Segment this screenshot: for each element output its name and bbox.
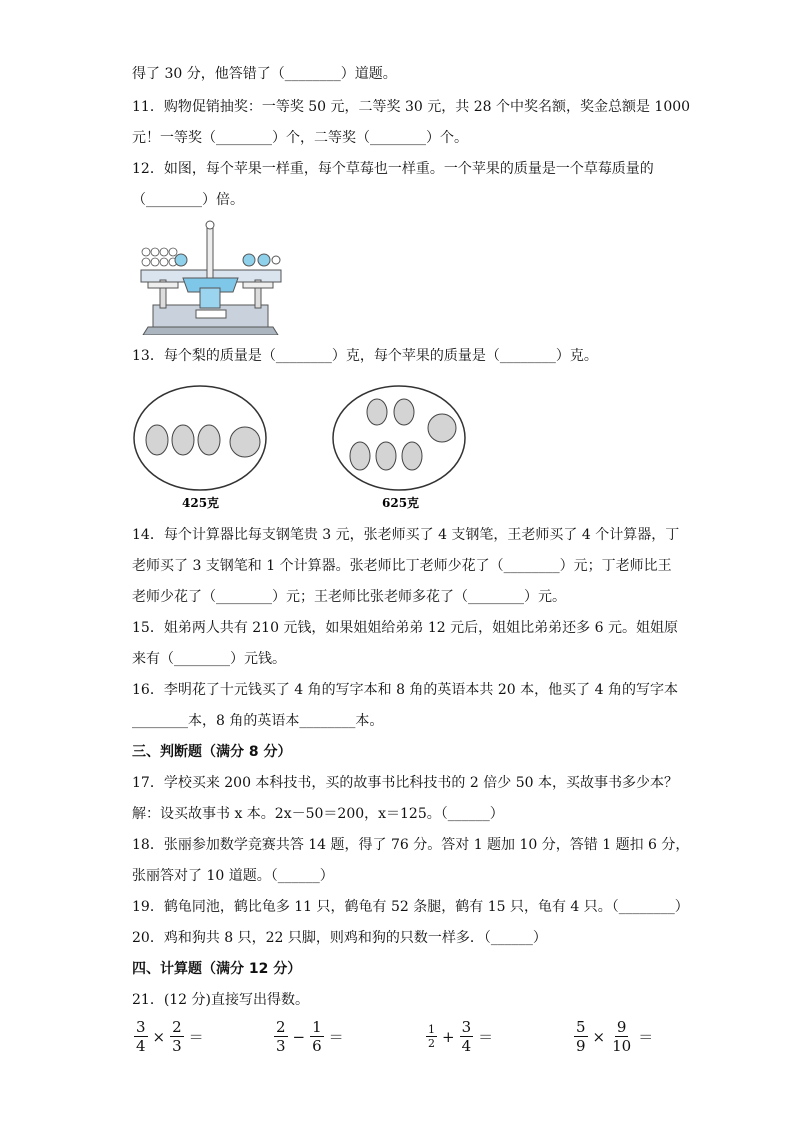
question-15-cont: 来有（________）元钱。 xyxy=(132,651,286,667)
balance-scale-figure xyxy=(138,220,283,335)
question-18: 18．张丽参加数学竞赛共答 14 题，得了 76 分。答对 1 题加 10 分，答错 1 题扣 6 分， xyxy=(132,837,690,853)
question-14: 14．每个计算器比每支钢笔贵 3 元，张老师买了 4 支钢笔，王老师买了 4 个计算器，丁 xyxy=(132,527,680,543)
text-line: 得了 30 分，他答错了（________）道题。 xyxy=(132,66,397,82)
question-18-cont: 张丽答对了 10 道题。（______） xyxy=(132,868,334,884)
fraction-problem: $\frac{3}{4}$ × $\frac{2}{3}$ ＝ xyxy=(136,1018,204,1055)
section-heading-4: 四、计算题（满分 12 分） xyxy=(132,961,302,977)
question-15: 15．姐弟两人共有 210 元钱，如果姐姐给弟弟 12 元后，姐姐比弟弟还多 6 元。姐姐原 xyxy=(132,620,678,636)
fraction-problem: $\frac{1}{2}$ + $\frac{3}{4}$ ＝ xyxy=(428,1018,494,1055)
fraction-problem: $\frac{5}{9}$ × $\frac{9}{10}$ ＝ xyxy=(576,1018,654,1055)
right-oval-label: 625克 xyxy=(382,496,420,510)
left-oval-label: 425克 xyxy=(182,496,220,510)
question-21: 21．(12 分)直接写出得数。 xyxy=(132,992,310,1008)
question-13: 13．每个梨的质量是（________）克，每个苹果的质量是（________）克。 xyxy=(132,348,598,364)
question-17: 17．学校买来 200 本科技书，买的故事书比科技书的 2 倍少 50 本，买故事书多少本？ xyxy=(132,775,678,791)
question-12-cont: （________）倍。 xyxy=(132,192,244,208)
question-12: 12．如图，每个苹果一样重，每个草莓也一样重。一个苹果的质量是一个草莓质量的 xyxy=(132,161,654,177)
fraction-problem: $\frac{2}{3}$ − $\frac{1}{6}$ ＝ xyxy=(276,1018,344,1055)
section-heading-3: 三、判断题（满分 8 分） xyxy=(132,744,292,760)
question-16: 16．李明花了十元钱买了 4 角的写字本和 8 角的英语本共 20 本，他买了 4 角的写字本 xyxy=(132,682,678,698)
question-20: 20．鸡和狗共 8 只，22 只脚，则鸡和狗的只数一样多．（______） xyxy=(132,930,547,946)
fraction-problems xyxy=(132,1018,652,1062)
question-16-cont: ________本，8 角的英语本________本。 xyxy=(132,713,384,729)
question-17-cont: 解：设买故事书 x 本。2x－50＝200，x＝125。（______） xyxy=(132,806,504,822)
question-14-cont2: 老师少花了（________）元；王老师比张老师多花了（________）元。 xyxy=(132,589,566,605)
question-19: 19．鹤龟同池，鹤比龟多 11 只，鹤龟有 52 条腿，鹤有 15 只，龟有 4 只。（________） xyxy=(132,899,689,915)
question-11: 11．购物促销抽奖：一等奖 50 元，二等奖 30 元，共 28 个中奖名额，奖金总额是 1000 xyxy=(132,99,691,115)
question-11-cont: 元！一等奖（________）个，二等奖（________）个。 xyxy=(132,130,468,146)
fruit-ovals-figure xyxy=(132,380,472,515)
question-14-cont: 老师买了 3 支钢笔和 1 个计算器。张老师比丁老师少花了（________）元；丁老师比王 xyxy=(132,558,672,574)
